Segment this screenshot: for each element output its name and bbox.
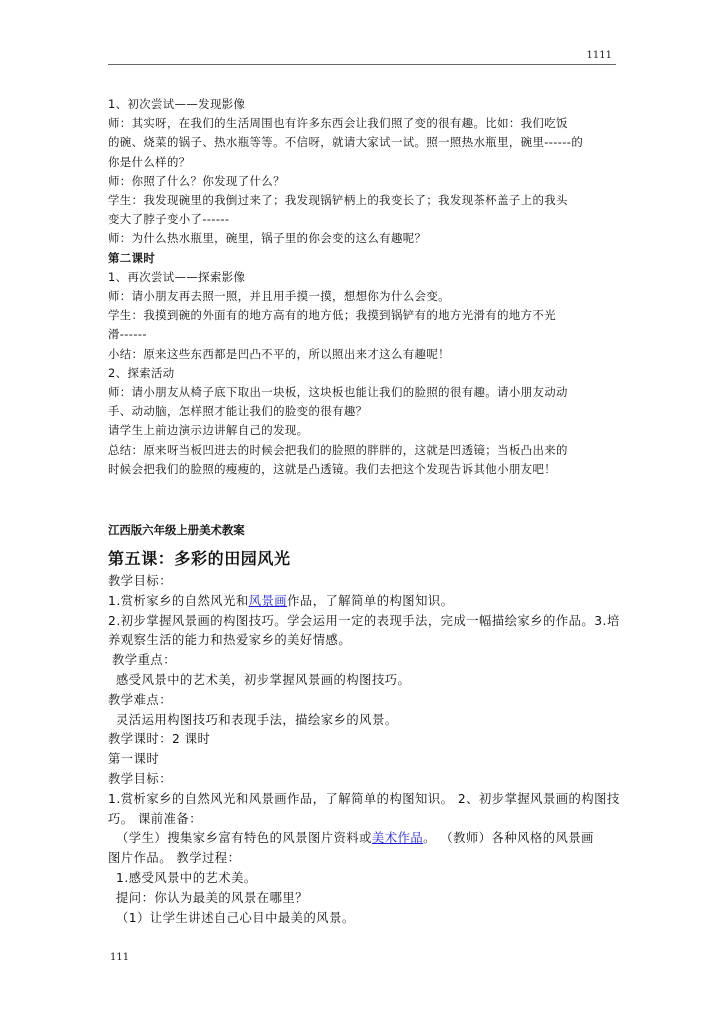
paragraph-line: 师：请小朋友从椅子底下取出一块板，这块板也能让我们的脸照的很有趣。请小朋友动动: [108, 385, 568, 400]
paragraph-line: 你是什么样的？: [108, 154, 191, 169]
paragraph-line: 滑------: [108, 327, 147, 342]
class-hours: 教学课时：2 课时: [108, 732, 211, 747]
landscape-painting-link[interactable]: 风景画: [248, 593, 288, 608]
process-step: 1.感受风景中的艺术美。: [116, 871, 257, 886]
paragraph-line: 1、再次尝试——探索影像: [108, 269, 246, 284]
goals-label: 教学目标：: [108, 772, 172, 787]
goal-text: 作品，了解简单的构图知识。: [287, 593, 454, 608]
section-lesson-five: [108, 521, 620, 928]
lesson-title: 第五课：多彩的田园风光: [108, 549, 291, 569]
paragraph-line: 师：请小朋友再去照一照，并且用手摸一摸，想想你为什么会变。: [108, 289, 450, 304]
goal-line: 巧。 课前准备：: [108, 811, 202, 826]
paragraph-line: 师：为什么热水瓶里，碗里，锅子里的你会变的这么有趣呢？: [108, 231, 427, 246]
preparation-line: 图片作品。 教学过程：: [108, 851, 241, 866]
book-title: 江西版六年级上册美术教案: [108, 523, 245, 538]
process-question: 提问：你认为最美的风景在哪里？: [116, 890, 308, 905]
paragraph-line: 请学生上前边演示边讲解自己的发现。: [108, 423, 309, 438]
paragraph-line: 1、初次尝试——发现影像: [108, 97, 246, 111]
key-points-text: 感受风景中的艺术美，初步掌握风景画的构图技巧。: [116, 673, 411, 688]
paragraph-line: 变大了脖子变小了------: [108, 212, 230, 227]
difficulty-label: 教学难点：: [108, 692, 172, 707]
goal-line: 1.赏析家乡的自然风光和风景画作品，了解简单的构图知识。 2、初步掌握风景画的构图技: [108, 791, 620, 806]
paragraph-line: 学生：我发现碗里的我倒过来了；我发现锅铲柄上的我变长了；我发现茶杯盖子上的我头: [108, 193, 568, 208]
paragraph-line: 小结：原来这些东西都是凹凸不平的，所以照出来才这么有趣呢！: [108, 346, 450, 361]
art-works-link[interactable]: 美术作品: [371, 831, 424, 846]
paragraph-line: 手、动动脑，怎样照才能让我们的脸变的很有趣？: [108, 404, 368, 419]
preparation-text: （学生）搜集家乡富有特色的风景图片资料或: [116, 831, 372, 846]
paragraph-line: 师：其实呀，在我们的生活周围也有许多东西会让我们照了变的很有趣。比如：我们吃饭: [108, 116, 568, 131]
paragraph-line: 师：你照了什么？你发现了什么？: [108, 173, 285, 188]
process-substep: （1）让学生讲述自己心目中最美的风景。: [116, 910, 355, 925]
footer-page-number: 111: [110, 952, 130, 963]
paragraph-line: 学生：我摸到碗的外面有的地方高有的地方低；我摸到锅铲有的地方光滑有的地方不光: [108, 308, 557, 323]
paragraph-line: 时候会把我们的脸照的瘦瘦的，这就是凸透镜。我们去把这个发现告诉其他小朋友吧！: [108, 461, 557, 476]
goal-line: 养观察生活的能力和热爱家乡的美好情感。: [108, 633, 352, 648]
preparation-text: 。 （教师）各种风格的风景画: [423, 831, 594, 846]
first-lesson-heading: 第一课时: [108, 752, 160, 767]
document-body: [108, 95, 620, 928]
paragraph-line: 总结：原来呀当板凹进去的时候会把我们的脸照的胖胖的，这就是凹透镜；当板凸出来的: [108, 442, 568, 457]
preparation-line: [108, 829, 616, 849]
goal-text: 1.赏析家乡的自然风光和: [108, 593, 249, 608]
key-points-label: 教学重点：: [112, 653, 176, 668]
lesson-two-heading: 第二课时: [108, 250, 156, 265]
header-page-number: 1111: [586, 50, 612, 61]
goals-label: 教学目标：: [108, 574, 172, 589]
header-divider: [108, 64, 616, 65]
goal-line: [108, 592, 616, 612]
paragraph-line: 2、探索活动: [108, 365, 175, 380]
section-lesson-one-continued: [108, 95, 616, 479]
goal-line: 2.初步掌握风景画的构图技巧。学会运用一定的表现手法，完成一幅描绘家乡的作品。3.培: [108, 613, 620, 628]
difficulty-text: 灵活运用构图技巧和表现手法，描绘家乡的风景。: [116, 712, 398, 727]
paragraph-line: 的碗、烧菜的锅子、热水瓶等等。不信呀，就请大家试一试。照一照热水瓶里，碗里------的: [108, 135, 584, 150]
